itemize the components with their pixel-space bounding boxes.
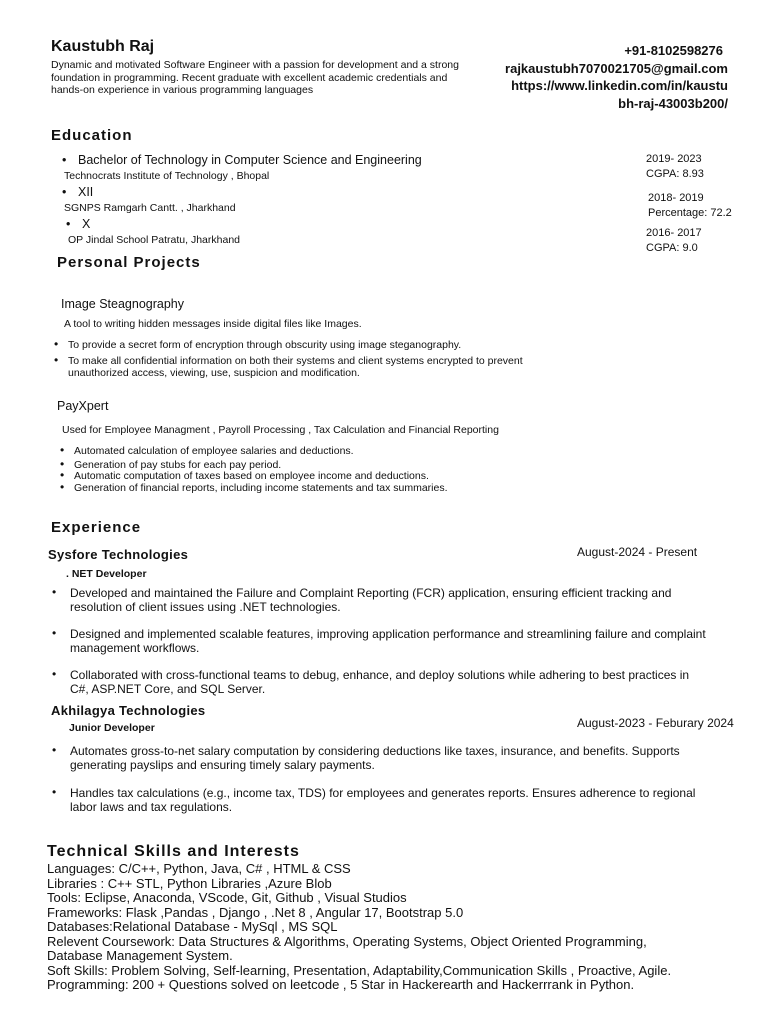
education-years: 2019- 2023 bbox=[646, 153, 702, 165]
skills-line: Database Management System. bbox=[47, 948, 233, 963]
education-years: 2018- 2019 bbox=[648, 192, 704, 204]
education-degree: • X bbox=[82, 217, 90, 231]
project-description: Used for Employee Managment , Payroll Processing , Tax Calculation and Financial Reporting bbox=[62, 424, 499, 436]
education-score: CGPA: 8.93 bbox=[646, 168, 704, 180]
job-point: • Designed and implemented scalable features, improving application performance and streamlining failure and complaint management workflows. bbox=[70, 628, 710, 655]
job-dates: August-2024 - Present bbox=[577, 545, 698, 559]
linkedin-link-line1[interactable]: https://www.linkedin.com/in/kaustu bbox=[511, 78, 728, 93]
projects-heading: Personal Projects bbox=[57, 254, 201, 271]
project-point: • Automated calculation of employee salaries and deductions. bbox=[74, 446, 354, 458]
job-role: Junior Developer bbox=[69, 722, 155, 734]
skills-list bbox=[47, 862, 671, 993]
linkedin-link-line2[interactable]: bh-raj-43003b200/ bbox=[618, 95, 728, 111]
email-address[interactable]: rajkaustubh7070021705@gmail.com bbox=[505, 60, 728, 76]
education-score: CGPA: 9.0 bbox=[646, 242, 698, 254]
education-school: SGNPS Ramgarh Cantt. , Jharkhand bbox=[64, 202, 236, 214]
education-heading: Education bbox=[51, 127, 133, 144]
education-score: Percentage: 72.2 bbox=[648, 207, 732, 219]
phone-number: +91-8102598276 bbox=[624, 43, 723, 58]
skills-line: Libraries : C++ STL, Python Libraries ,Azure Blob bbox=[47, 875, 332, 891]
job-point: • Collaborated with cross-functional teams to debug, enhance, and deploy solutions while adhering to best practices in C#, ASP.NET Core, and SQL Server. bbox=[70, 669, 710, 696]
job-point: • Automates gross-to-net salary computation by considering deductions like taxes, insurance, and benefits. Supports generating payslips and ensuring timely salary payments. bbox=[70, 745, 710, 772]
project-point: • To make all confidential information on both their systems and client systems encrypted to prevent unauthorized access, viewing, use, suspicion and modification. bbox=[68, 356, 548, 379]
skills-heading: Technical Skills and Interests bbox=[47, 843, 300, 860]
project-name: Image Steagnography bbox=[61, 297, 185, 311]
skills-line: Tools: Eclipse, Anaconda, VScode, Git, Github , Visual Studios bbox=[47, 890, 407, 905]
project-point: • Generation of pay stubs for each pay period. bbox=[74, 460, 281, 472]
job-role: . NET Developer bbox=[66, 568, 147, 580]
education-years: 2016- 2017 bbox=[646, 227, 702, 239]
education-school: OP Jindal School Patratu, Jharkhand bbox=[68, 234, 240, 246]
skills-line: Languages: C/C++, Python, Java, C# , HTML & CSS bbox=[47, 861, 351, 876]
skills-line: Programming: 200 + Questions solved on leetcode , 5 Star in Hackerearth and Hackerrrank in Python. bbox=[47, 977, 635, 992]
project-point: • To provide a secret form of encryption through obscurity using image steganography. bbox=[68, 340, 548, 352]
education-degree: • Bachelor of Technology in Computer Science and Engineering bbox=[78, 153, 422, 167]
company-name: Sysfore Technologies bbox=[48, 547, 189, 562]
job-dates: August-2023 - Feburary 2024 bbox=[577, 716, 734, 730]
experience-heading: Experience bbox=[51, 519, 142, 536]
skills-line: Databases:Relational Database - MySql , MS SQL bbox=[47, 919, 338, 934]
project-name: PayXpert bbox=[57, 399, 109, 413]
company-name: Akhilagya Technologies bbox=[51, 703, 206, 718]
contact-block bbox=[468, 42, 728, 112]
project-point: • Generation of financial reports, including income statements and tax summaries. bbox=[74, 483, 448, 495]
education-school: Technocrats Institute of Technology , Bhopal bbox=[64, 170, 270, 182]
skills-line: Frameworks: Flask ,Pandas , Django , .Net 8 , Angular 17, Bootstrap 5.0 bbox=[47, 904, 464, 920]
job-point: • Handles tax calculations (e.g., income tax, TDS) for employees and generates reports. Ensures adherence to regional labor laws and tax regulations. bbox=[70, 787, 710, 814]
project-point: • Automatic computation of taxes based on employee income and deductions. bbox=[74, 471, 429, 483]
profile-summary: Dynamic and motivated Software Engineer with a passion for development and a strong foundation in programming. Recent graduate with excellent academic credentials and hands-on experience in various programming languages bbox=[51, 59, 459, 96]
skills-line: Relevent Coursework: Data Structures & Algorithms, Operating Systems, Object Oriented Programming, bbox=[47, 933, 647, 949]
education-degree: • XII bbox=[78, 185, 93, 199]
project-description: A tool to writing hidden messages inside digital files like Images. bbox=[64, 318, 362, 330]
resume-name: Kaustubh Raj bbox=[51, 38, 155, 55]
skills-line: Soft Skills: Problem Solving, Self-learning, Presentation, Adaptability,Communication Skills , Proactive, Agile. bbox=[47, 962, 672, 978]
job-point: • Developed and maintained the Failure and Complaint Reporting (FCR) application, ensuring efficient tracking and resolution of client issues using .NET technologies. bbox=[70, 587, 710, 614]
